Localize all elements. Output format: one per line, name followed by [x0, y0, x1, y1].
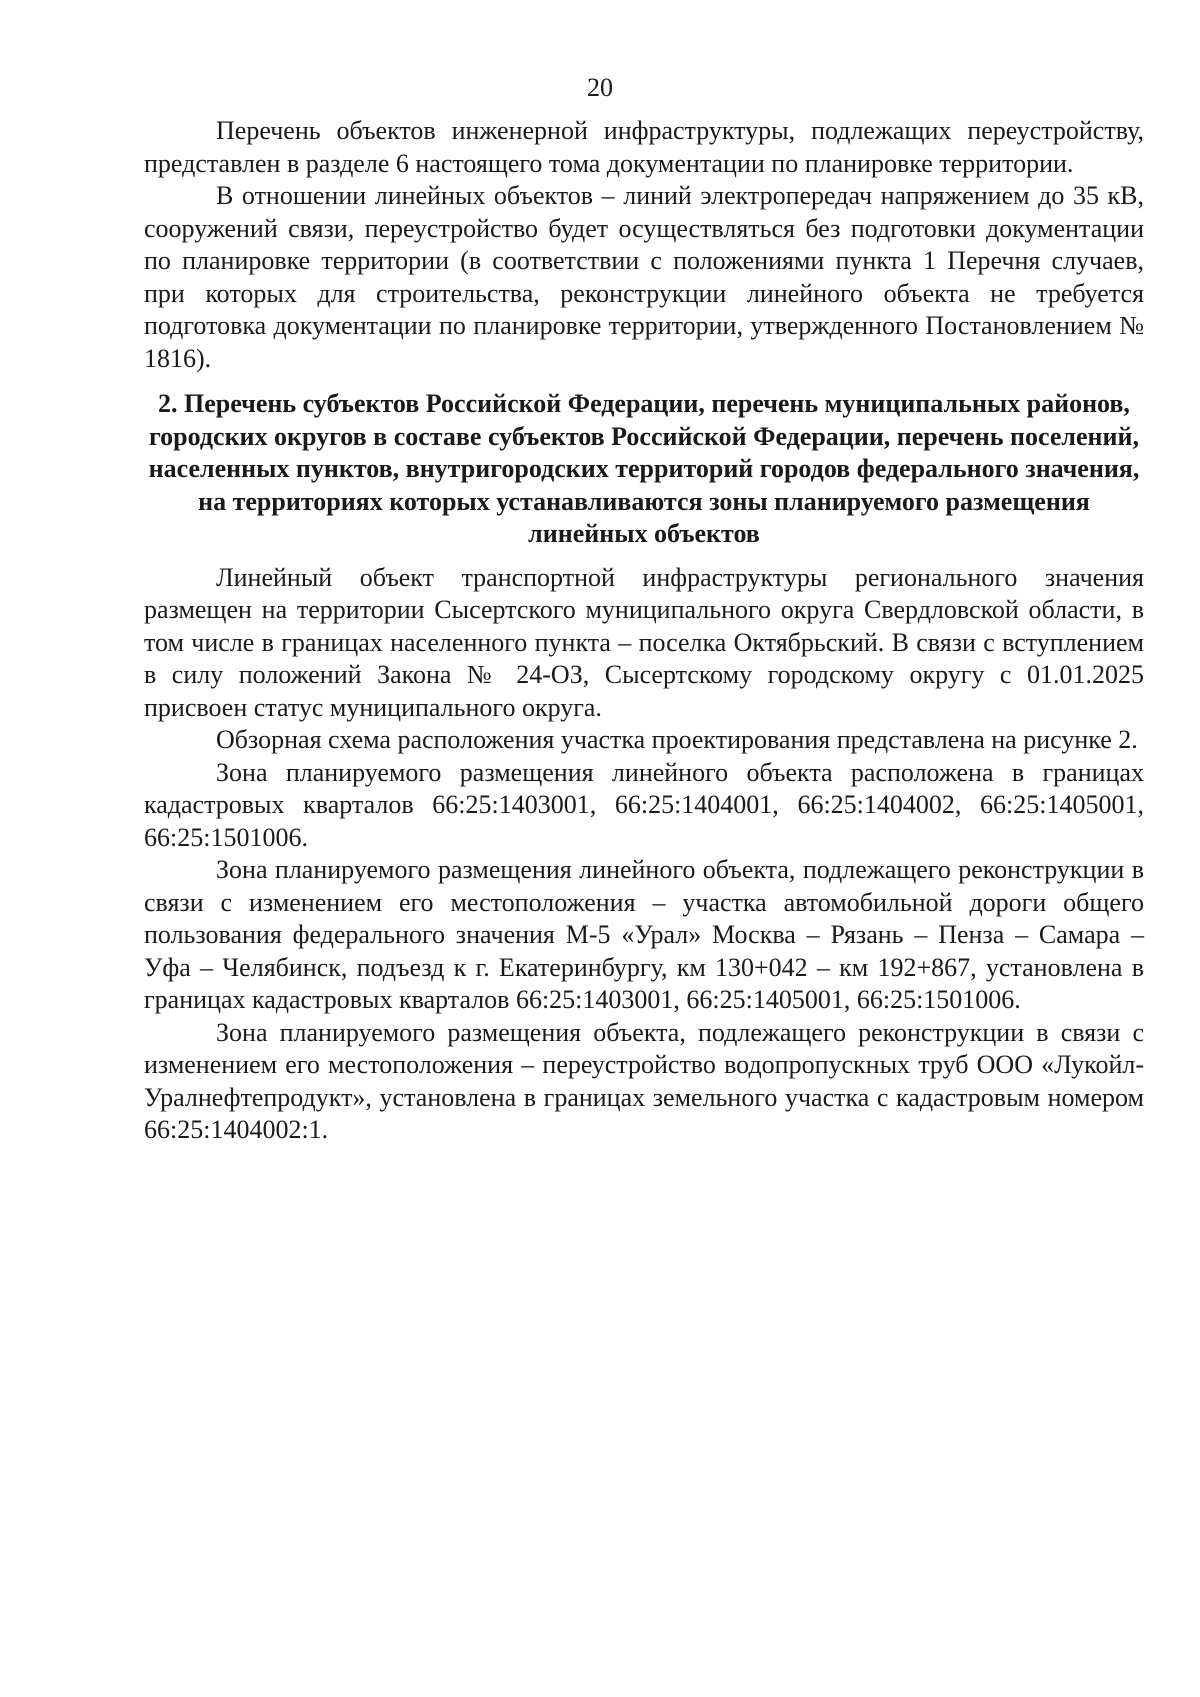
paragraph-engineering-infrastructure: Перечень объектов инженерной инфраструктуры, подлежащих переустройству, представлен в разделе 6 настоящего тома документации по планировке территории.	[144, 116, 1144, 178]
section-heading: 2. Перечень субъектов Российской Федерации, перечень муниципальных районов, городских округов в составе субъектов Российской Федерации, перечень поселений, населенных пунктов, внутригородских территорий городов федерального значения, на территориях которых устанавливаются зоны планируемого размещения линейных объектов	[148, 389, 1140, 548]
paragraph-cadastral-quarters: Зона планируемого размещения линейного объекта расположена в границах кадастровых кварталов 66:25:1403001, 66:25:1404001, 66:25:1404002, 66:25:1405001, 66:25:1501006.	[144, 757, 1144, 852]
paragraph-overview-scheme: Обзорная схема расположения участка проектирования представлена на рисунке 2.	[216, 725, 1138, 754]
paragraph-transport-object: Линейный объект транспортной инфраструктуры регионального значения размещен на территории Сысертского муниципального округа Свердловской области, в том числе в границах населенного пункта – поселка Октябрьский. В связи с вступлением в силу положений Закона № 24-ОЗ, Сысертскому городскому округу с 01.01.2025 присвоен статус муниципального округа.	[144, 562, 1144, 722]
paragraph-linear-objects: В отношении линейных объектов – линий электропередач напряжением до 35 кВ, сооружений связи, переустройство будет осуществляться без подготовки документации по планировке территории (в соответствии с положениями пункта 1 Перечня случаев, при которых для строительства, реконструкции линейного объекта не требуется подготовка документации по планировке территории, утвержденного Постановлением № 1816).	[144, 181, 1144, 373]
page-number: 20	[587, 73, 613, 102]
paragraph-culvert-reconstruction: Зона планируемого размещения объекта, подлежащего реконструкции в связи с изменением его местоположения – переустройство водопропускных труб ООО «Лукойл-Уралнефтепродукт», установлена в границах земельного участка с кадастровым номером 66:25:1404002:1.	[144, 1017, 1144, 1144]
page-body	[144, 115, 1144, 1147]
paragraph-road-reconstruction: Зона планируемого размещения линейного объекта, подлежащего реконструкции в связи с изменением его местоположения – участка автомобильной дороги общего пользования федерального значения М-5 «Урал» Москва – Рязань – Пенза – Самара – Уфа – Челябинск, подъезд к г. Екатеринбургу, км 130+042 – км 192+867, установлена в границах кадастровых кварталов 66:25:1403001, 66:25:1405001, 66:25:1501006.	[144, 855, 1144, 1014]
